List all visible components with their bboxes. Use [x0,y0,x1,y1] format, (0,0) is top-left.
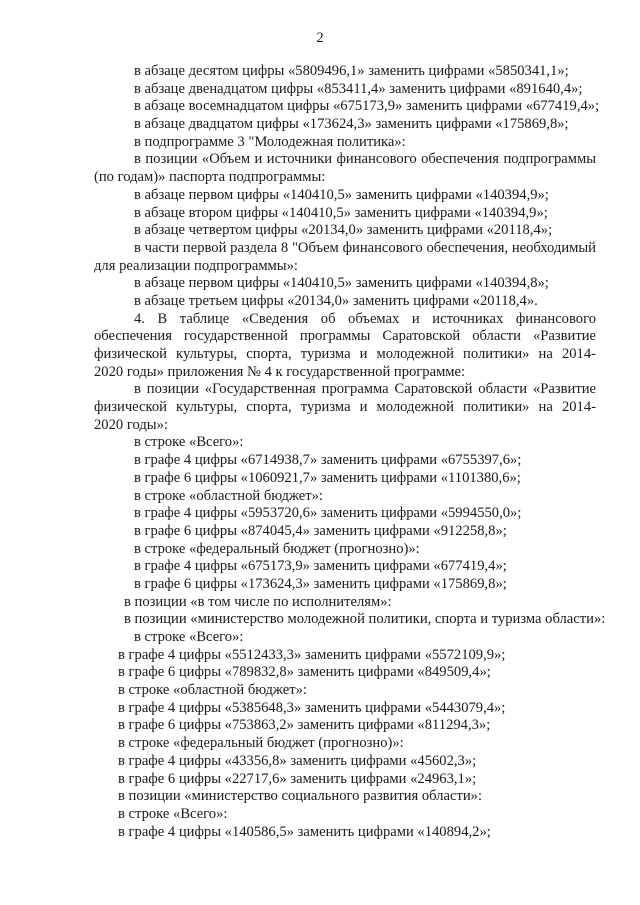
text-line: в абзаце первом цифры «140410,5» заменить цифрами «140394,8»; [134,275,549,292]
text-line: в абзаце десятом цифры «5809496,1» заменить цифрами «5850341,1»; [134,63,569,79]
text-line: в позиции «министерство социального развития области»: [118,788,483,805]
text-line: в графе 4 цифры «675173,9» заменить цифрами «677419,4»; [134,558,507,575]
text-line: 2020 годы»: [94,416,168,433]
text-line: в графе 4 цифры «5953720,6» заменить цифрами «5994550,0»; [134,505,522,522]
text-line: в графе 4 цифры «140586,5» заменить цифрами «140894,2»; [118,823,491,840]
document-body [94,63,606,841]
text-line: в графе 6 цифры «789832,8» заменить цифрами «849509,4»; [118,664,491,681]
text-line: в графе 4 цифры «5512433,3» заменить цифрами «5572109,9»; [118,646,506,663]
text-line: в позиции «министерство молодежной политики, спорта и туризма области»: [124,611,606,628]
text-line: в строке «Всего»: [118,805,228,822]
text-line: физической культуры, спорта, туризма и молодежной политики» на 2014- [94,346,596,362]
text-line: в абзаце восемнадцатом цифры «675173,9» заменить цифрами «677419,4»; [134,98,600,115]
text-line: в позиции «Объем и источники финансового обеспечения подпрограммы [134,151,596,168]
text-line: в абзаце двадцатом цифры «173624,3» заменить цифрами «175869,8»; [134,116,569,133]
text-line: (по годам)» паспорта подпрограммы: [94,169,326,186]
text-line: обеспечения государственной программы Саратовской области «Развитие [94,328,596,345]
text-line: в абзаце первом цифры «140410,5» заменить цифрами «140394,9»; [134,186,549,203]
text-line: в строке «областной бюджет»: [118,682,307,699]
text-line: в подпрограмме 3 "Молодежная политика»: [134,133,406,150]
text-line: в графе 6 цифры «753863,2» заменить цифрами «811294,3»; [118,717,491,734]
page-number: 2 [316,30,324,46]
text-line: в графе 6 цифры «1060921,7» заменить цифрами «1101380,6»; [134,469,521,486]
text-line: в строке «областной бюджет»: [134,487,323,504]
text-line: в абзаце третьем цифры «20134,0» заменить цифрами «20118,4». [134,292,538,309]
text-line: в позиции «Государственная программа Саратовской области «Развитие [134,381,596,398]
text-line: в части первой раздела 8 "Объем финансового обеспечения, необходимый [134,239,596,256]
text-line: в строке «Всего»: [134,629,244,645]
text-line: в графе 4 цифры «5385648,3» заменить цифрами «5443079,4»; [118,699,506,716]
text-line: 4. В таблице «Сведения об объемах и источниках финансового [134,310,596,327]
text-line: в графе 4 цифры «43356,8» заменить цифрами «45602,3»; [118,752,477,769]
text-line: 2020 годы» приложения № 4 к государственной программе: [94,363,466,380]
text-line: в абзаце втором цифры «140410,5» заменить цифрами «140394,9»; [134,204,548,221]
text-line: в графе 6 цифры «874045,4» заменить цифрами «912258,8»; [134,522,507,539]
text-line: физической культуры, спорта, туризма и молодежной политики» на 2014- [94,399,596,416]
text-line: в графе 6 цифры «173624,3» заменить цифрами «175869,8»; [134,575,507,592]
text-line: в строке «федеральный бюджет (прогнозно)»: [118,735,404,752]
text-line: в абзаце четвертом цифры «20134,0» заменить цифрами «20118,4»; [134,222,553,239]
text-line: в абзаце двенадцатом цифры «853411,4» заменить цифрами «891640,4»; [134,80,583,97]
text-line: в строке «Всего»: [134,434,244,451]
text-line: в графе 4 цифры «6714938,7» заменить цифрами «6755397,6»; [134,452,522,469]
text-line: в графе 6 цифры «22717,6» заменить цифрами «24963,1»; [118,770,477,787]
text-line: для реализации подпрограммы»: [94,257,298,274]
text-line: в строке «федеральный бюджет (прогнозно)»: [134,540,420,557]
text-line: в позиции «в том числе по исполнителям»: [124,593,392,610]
